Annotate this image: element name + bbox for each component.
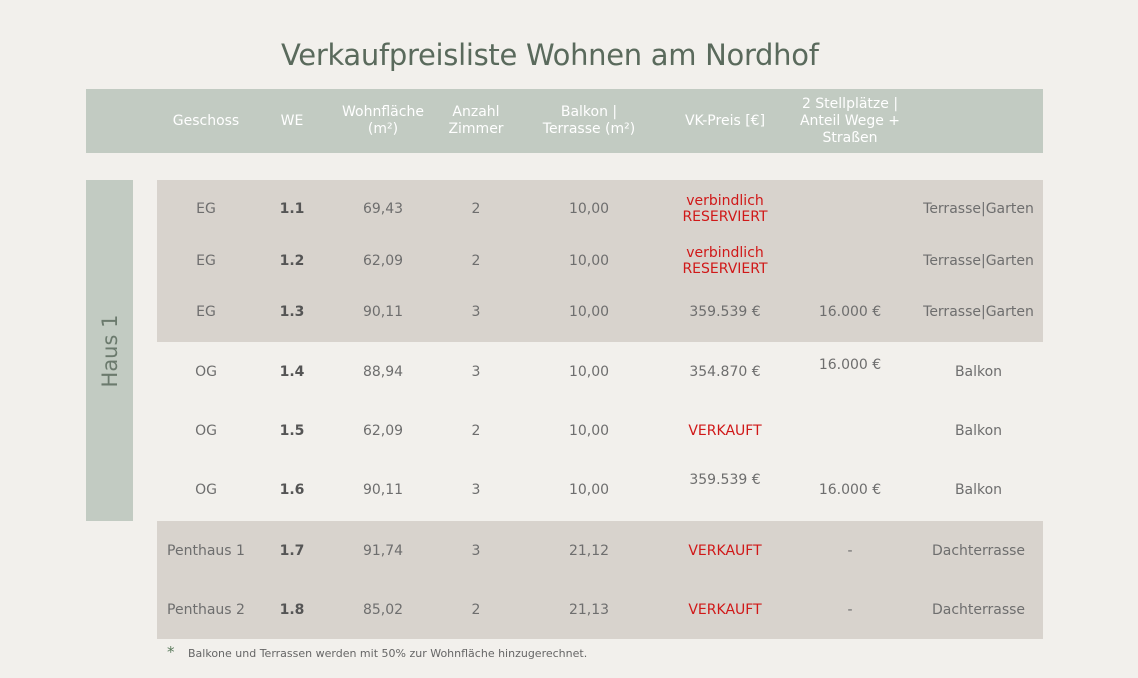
cell-stellplatz: [790, 235, 910, 287]
cell-zimmer: 2: [471, 423, 481, 439]
cell-geschoss: Penthaus 2: [167, 601, 245, 618]
cell-wohnflaeche: 90,11: [362, 482, 404, 498]
cell-balkon: 10,00: [568, 304, 610, 320]
footnote-marker: *: [167, 643, 175, 661]
cell-stellplatz: -: [847, 601, 853, 618]
cell-geschoss: OG: [195, 482, 217, 498]
table-row: [157, 183, 1043, 235]
cell-preis: VERKAUFT: [688, 423, 762, 439]
cell-preis: VERKAUFT: [688, 601, 762, 618]
page-title: Verkaufpreisliste Wohnen am Nordhof: [281, 38, 819, 72]
table-row: [157, 460, 1043, 520]
table-row: [157, 404, 1043, 458]
cell-wohnflaeche: 91,74: [362, 542, 404, 559]
cell-geschoss: OG: [195, 423, 217, 439]
cell-extra: Dachterrasse: [931, 542, 1026, 559]
cell-preis: 359.539 €: [689, 304, 761, 320]
cell-we: 1.2: [279, 253, 305, 269]
cell-stellplatz: 16.000 €: [818, 482, 882, 498]
cell-stellplatz: -: [847, 542, 853, 559]
cell-extra: Dachterrasse: [931, 601, 1026, 618]
building-side-label: [86, 180, 133, 521]
cell-zimmer: 3: [471, 482, 481, 498]
cell-we: 1.4: [279, 364, 305, 380]
cell-balkon: 21,13: [568, 601, 610, 618]
cell-preis: 359.539 €: [689, 472, 761, 488]
header-preis: VK-Preis [€]: [684, 112, 766, 129]
cell-geschoss: EG: [196, 253, 216, 269]
cell-zimmer: 3: [471, 304, 481, 320]
cell-wohnflaeche: 62,09: [362, 423, 404, 439]
header-stellplaetze: 2 Stellplätze | Anteil Wege + Straßen: [799, 95, 901, 146]
header-we: WE: [280, 112, 304, 129]
cell-extra: Terrasse|Garten: [923, 201, 1034, 217]
cell-we: 1.1: [279, 201, 305, 217]
table-row: [157, 287, 1043, 337]
cell-balkon: 10,00: [568, 482, 610, 498]
cell-geschoss: OG: [195, 364, 217, 380]
cell-extra: Balkon: [954, 423, 1003, 439]
cell-stellplatz: 16.000 €: [818, 304, 882, 320]
header-wohnflaeche: Wohnfläche (m²): [342, 104, 424, 137]
footnote-text: Balkone und Terrassen werden mit 50% zur Wohnfläche hinzugerechnet.: [188, 647, 588, 660]
cell-zimmer: 2: [471, 201, 481, 217]
cell-stellplatz: [790, 183, 910, 235]
cell-we: 1.8: [279, 601, 305, 618]
table-row: [157, 523, 1043, 578]
header-balkon: Balkon | Terrasse (m²): [542, 104, 636, 137]
cell-wohnflaeche: 62,09: [362, 253, 404, 269]
cell-we: 1.6: [279, 482, 305, 498]
cell-zimmer: 3: [471, 364, 481, 380]
cell-geschoss: EG: [196, 304, 216, 320]
header-extra: [916, 89, 1041, 153]
table-header: [86, 89, 1043, 153]
cell-wohnflaeche: 69,43: [362, 201, 404, 217]
cell-balkon: 21,12: [568, 542, 610, 559]
cell-extra: Balkon: [954, 364, 1003, 380]
cell-stellplatz: [790, 404, 910, 458]
cell-zimmer: 2: [471, 253, 481, 269]
cell-balkon: 10,00: [568, 423, 610, 439]
cell-wohnflaeche: 90,11: [362, 304, 404, 320]
cell-wohnflaeche: 88,94: [362, 364, 404, 380]
cell-balkon: 10,00: [568, 364, 610, 380]
cell-extra: Terrasse|Garten: [923, 304, 1034, 320]
table-row: [157, 345, 1043, 399]
cell-zimmer: 3: [471, 542, 481, 559]
table-row: [157, 582, 1043, 637]
cell-balkon: 10,00: [568, 253, 610, 269]
table-row: [157, 235, 1043, 287]
cell-preis: verbindlich RESERVIERT: [682, 245, 768, 277]
cell-we: 1.7: [279, 542, 305, 559]
header-zimmer: Anzahl Zimmer: [448, 104, 504, 137]
cell-extra: Terrasse|Garten: [923, 253, 1034, 269]
cell-balkon: 10,00: [568, 201, 610, 217]
header-geschoss: Geschoss: [172, 112, 240, 129]
cell-preis: VERKAUFT: [688, 542, 762, 559]
footnote: [167, 643, 587, 661]
building-label: Haus 1: [97, 314, 122, 387]
cell-geschoss: EG: [196, 201, 216, 217]
cell-preis: 354.870 €: [689, 364, 761, 380]
cell-preis: verbindlich RESERVIERT: [682, 193, 768, 225]
cell-extra: Balkon: [954, 482, 1003, 498]
cell-we: 1.3: [279, 304, 305, 320]
cell-stellplatz: 16.000 €: [818, 357, 882, 373]
cell-we: 1.5: [279, 423, 305, 439]
cell-geschoss: Penthaus 1: [167, 542, 245, 559]
cell-zimmer: 2: [471, 601, 481, 618]
cell-wohnflaeche: 85,02: [362, 601, 404, 618]
